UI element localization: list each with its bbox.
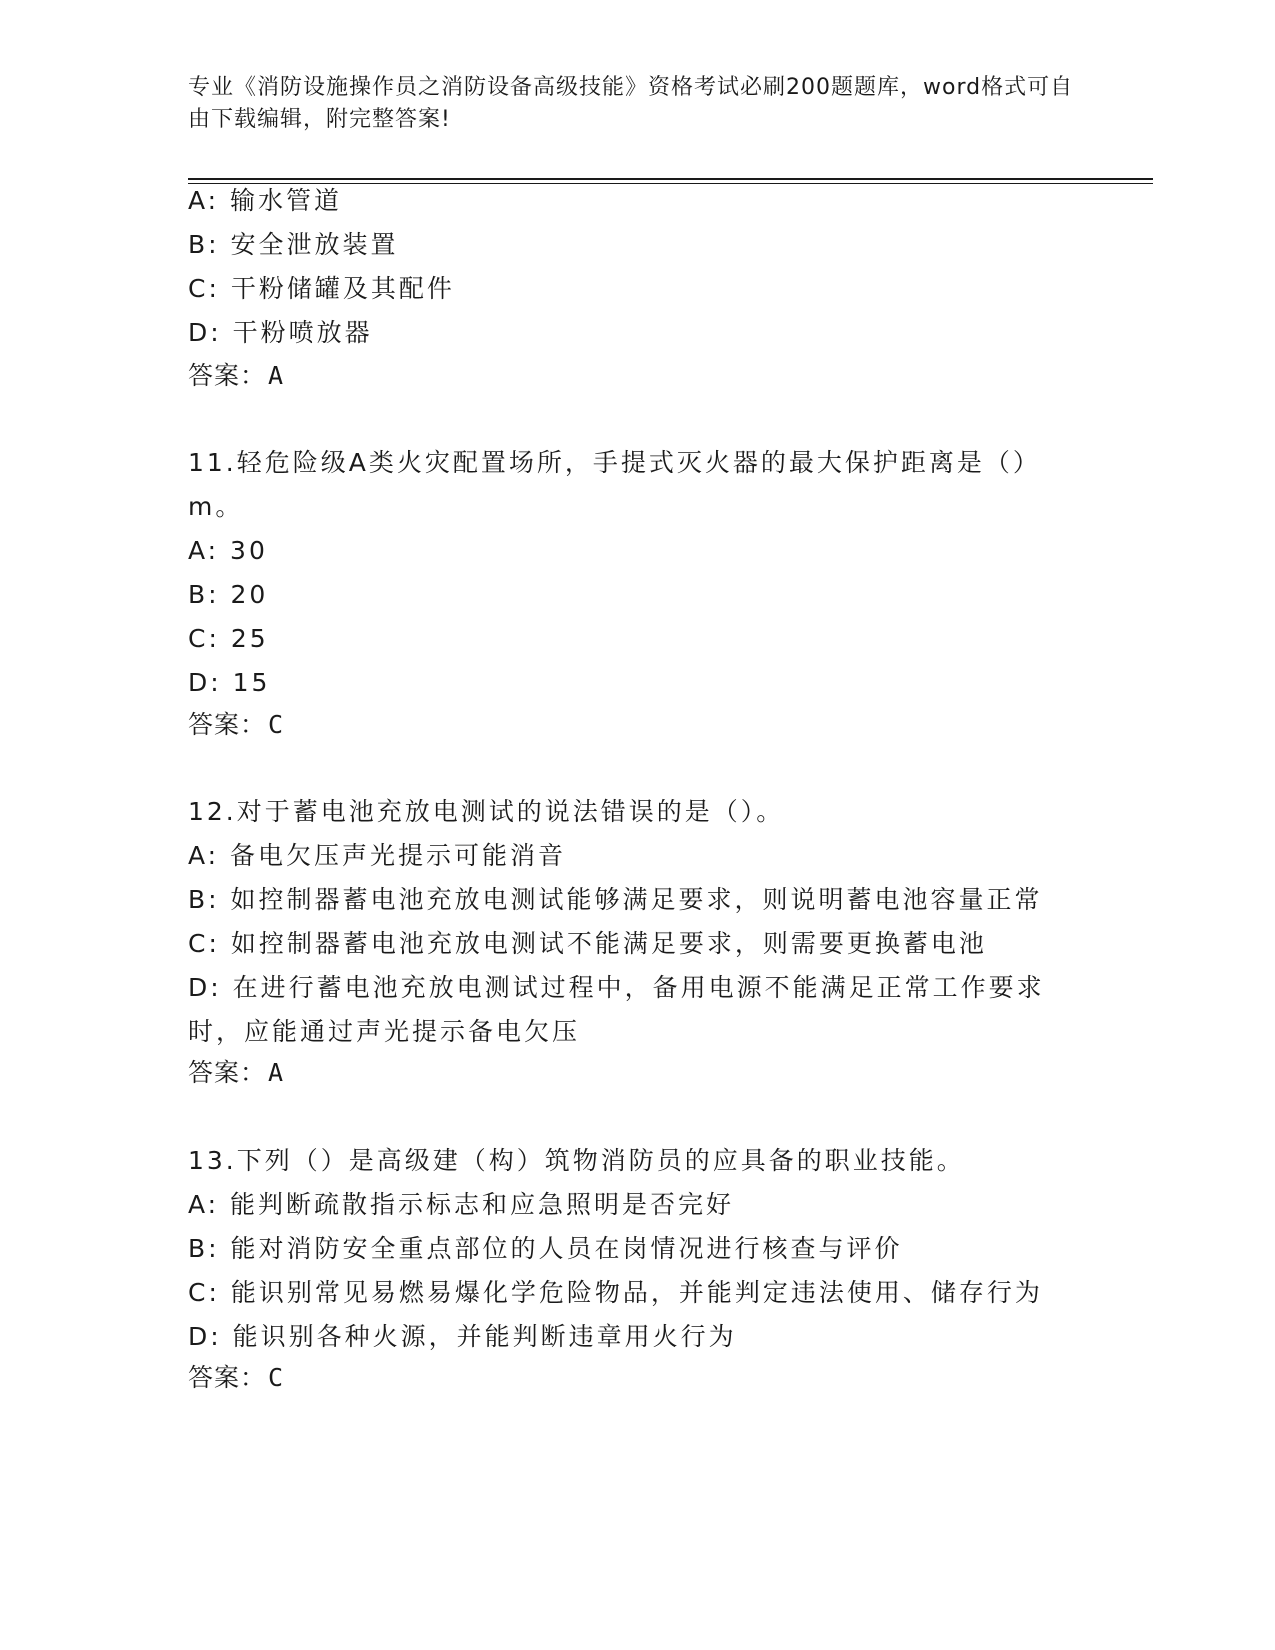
answer-value: A xyxy=(268,361,285,390)
option-d: D: 15 xyxy=(188,668,271,697)
answer-line xyxy=(188,1056,284,1090)
option-a: A: 30 xyxy=(188,536,268,565)
answer-value: A xyxy=(268,1058,285,1087)
question-stem: 11.轻危险级A类火灾配置场所，手提式灭火器的最大保护距离是（） xyxy=(188,448,1041,477)
option-d: D: 在进行蓄电池充放电测试过程中，备用电源不能满足正常工作要求 xyxy=(188,973,1045,1002)
option-c: C: 干粉储罐及其配件 xyxy=(188,274,455,303)
answer-label: 答案： xyxy=(188,710,267,739)
option-d: D: 干粉喷放器 xyxy=(188,318,373,347)
option-b: B: 如控制器蓄电池充放电测试能够满足要求，则说明蓄电池容量正常 xyxy=(188,885,1043,914)
option-d: D: 能识别各种火源，并能判断违章用火行为 xyxy=(188,1322,737,1351)
option-a: A: 输水管道 xyxy=(188,186,343,215)
header-divider-thick xyxy=(188,178,1153,180)
answer-label: 答案： xyxy=(188,361,267,390)
option-c: C: 能识别常见易燃易爆化学危险物品，并能判定违法使用、储存行为 xyxy=(188,1278,1043,1307)
option-b: B: 能对消防安全重点部位的人员在岗情况进行核查与评价 xyxy=(188,1234,903,1263)
option-c: C: 如控制器蓄电池充放电测试不能满足要求，则需要更换蓄电池 xyxy=(188,929,987,958)
answer-value: C xyxy=(268,710,285,739)
answer-value: C xyxy=(268,1363,285,1392)
option-b: B: 20 xyxy=(188,580,269,609)
option-c: C: 25 xyxy=(188,624,269,653)
answer-line xyxy=(188,708,284,742)
option-d-continued: 时，应能通过声光提示备电欠压 xyxy=(188,1017,581,1046)
document-header-title: 专业《消防设施操作员之消防设备高级技能》资格考试必刷200题题库，word格式可自由下载编辑，附完整答案! xyxy=(188,75,1074,132)
question-stem-continued: m。 xyxy=(188,492,244,521)
answer-line xyxy=(188,359,284,393)
answer-label: 答案： xyxy=(188,1058,267,1087)
option-a: A: 备电欠压声光提示可能消音 xyxy=(188,841,567,870)
answer-label: 答案： xyxy=(188,1363,267,1392)
option-a: A: 能判断疏散指示标志和应急照明是否完好 xyxy=(188,1190,735,1219)
option-b: B: 安全泄放装置 xyxy=(188,230,399,259)
question-stem: 13.下列（）是高级建（构）筑物消防员的应具备的职业技能。 xyxy=(188,1146,965,1175)
answer-line xyxy=(188,1361,284,1395)
question-stem: 12.对于蓄电池充放电测试的说法错误的是（）。 xyxy=(188,797,785,826)
